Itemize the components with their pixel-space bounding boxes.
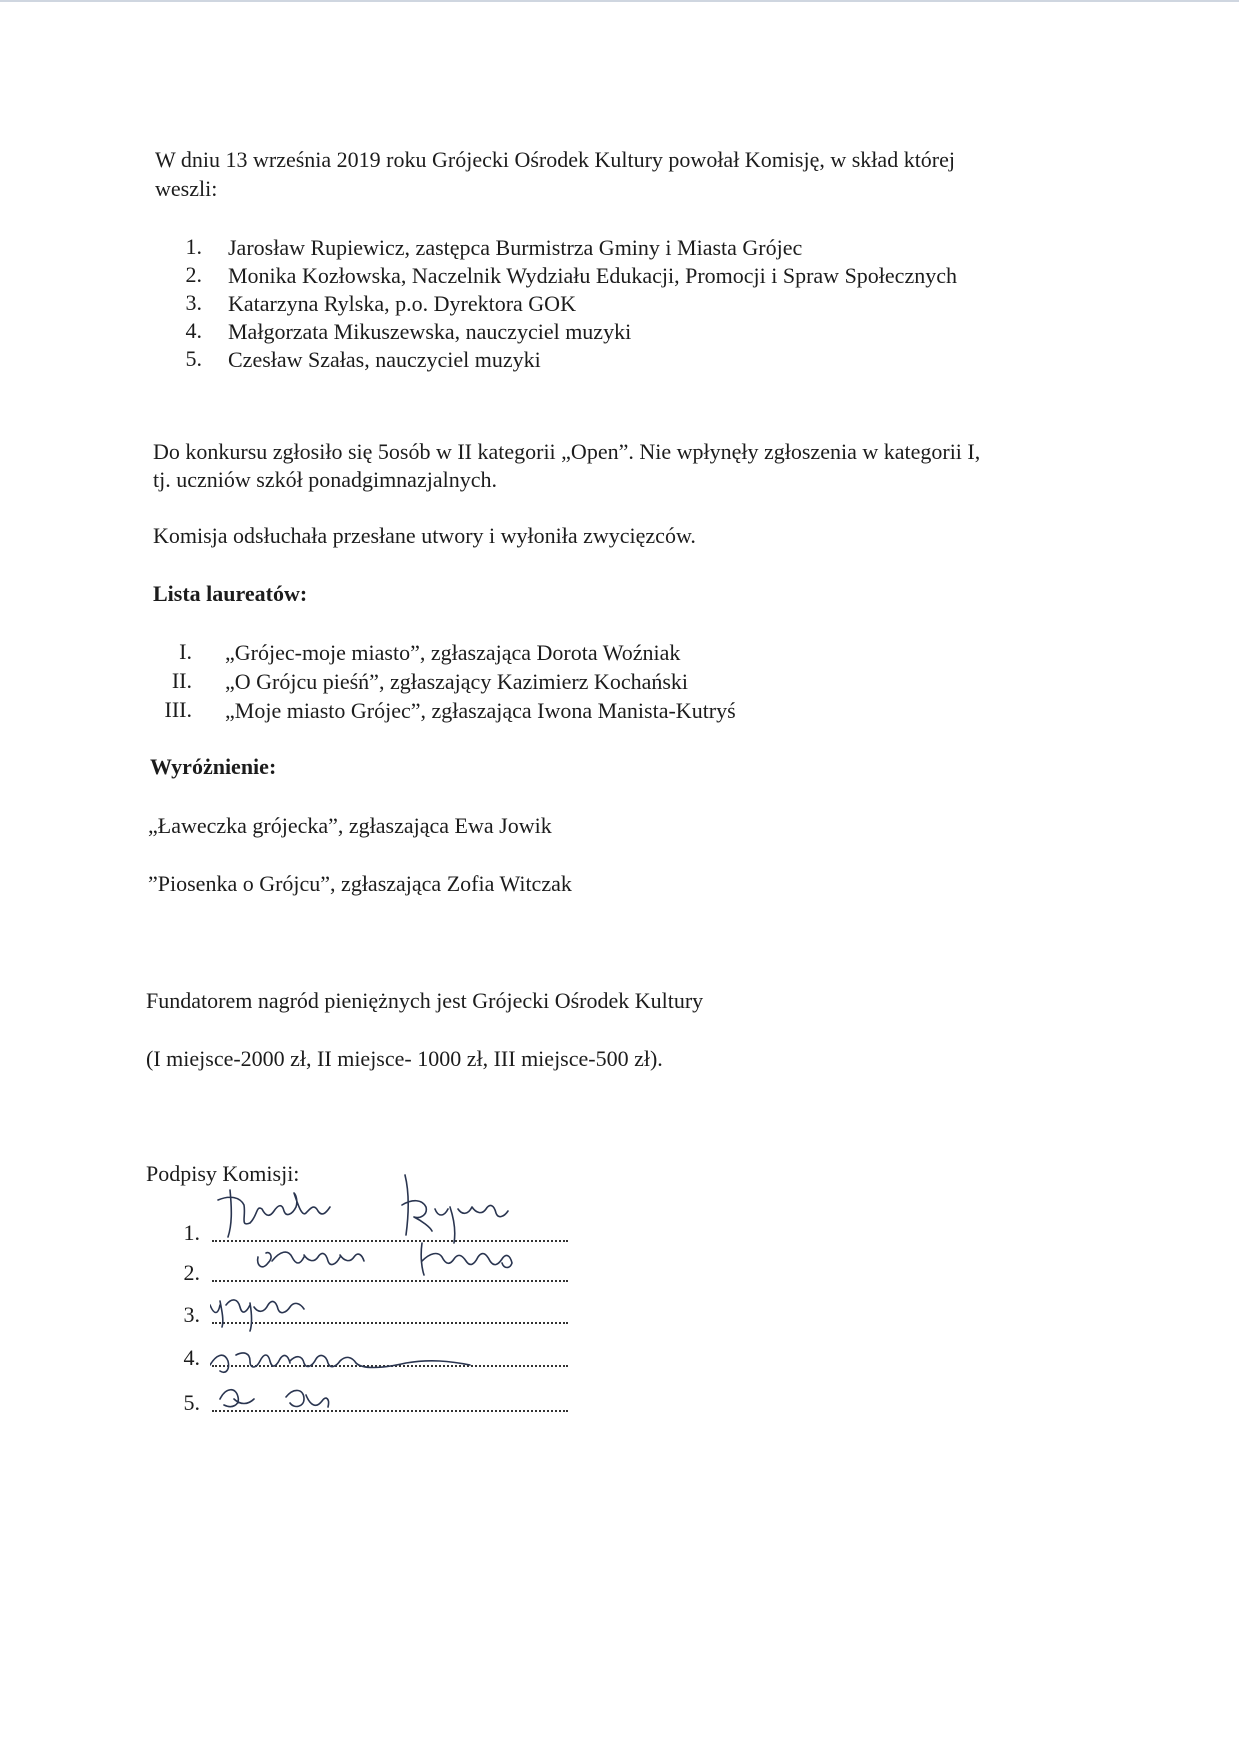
honorable-entry: „Ławeczka grójecka”, zgłaszająca Ewa Jowik — [148, 813, 552, 838]
laureate-number: III. — [164, 697, 192, 722]
signature-line — [212, 1365, 568, 1367]
signature-line — [212, 1280, 568, 1282]
laureate-entry: „Moje miasto Grójec”, zgłaszająca Iwona Manista-Kutryś — [225, 698, 736, 723]
handwritten-signatures — [210, 1165, 570, 1425]
listened-paragraph: Komisja odsłuchała przesłane utwory i wyłoniła zwycięzców. — [153, 523, 696, 548]
laureate-entry: „O Grójcu pieśń”, zgłaszający Kazimierz Kochański — [225, 669, 689, 694]
prizes-paragraph: (I miejsce-2000 zł, II miejsce- 1000 zł, III miejsce-500 zł). — [146, 1046, 663, 1071]
commission-number: 1. — [185, 234, 202, 259]
commission-member: Małgorzata Mikuszewska, nauczyciel muzyki — [228, 319, 632, 344]
signature-line — [212, 1240, 568, 1242]
commission-member: Katarzyna Rylska, p.o. Dyrektora GOK — [228, 291, 576, 316]
commission-number: 2. — [185, 262, 202, 287]
laureates-heading: Lista laureatów: — [153, 581, 308, 606]
laureate-number: I. — [179, 639, 192, 664]
funder-paragraph: Fundatorem nagród pieniężnych jest Grójecki Ośrodek Kultury — [146, 988, 704, 1013]
signature-line — [212, 1322, 568, 1324]
commission-member: Monika Kozłowska, Naczelnik Wydziału Edukacji, Promocji i Spraw Społecznych — [228, 263, 957, 288]
signature-number: 5. — [183, 1390, 200, 1415]
signature-number: 3. — [183, 1302, 200, 1327]
intro-line-2: weszli: — [155, 176, 218, 201]
intro-line-1: W dniu 13 września 2019 roku Grójecki Ośrodek Kultury powołał Komisję, w skład której — [155, 147, 956, 172]
commission-member: Jarosław Rupiewicz, zastępca Burmistrza Gminy i Miasta Grójec — [228, 235, 803, 260]
commission-member: Czesław Szałas, nauczyciel muzyki — [228, 347, 541, 372]
signature-number: 4. — [183, 1345, 200, 1370]
honorable-heading: Wyróżnienie: — [150, 754, 277, 779]
signatures-heading: Podpisy Komisji: — [146, 1161, 300, 1186]
commission-number: 4. — [185, 318, 202, 343]
laureate-entry: „Grójec-moje miasto”, zgłaszająca Dorota Woźniak — [225, 640, 681, 665]
scan-edge — [0, 0, 1239, 2]
honorable-entry: ”Piosenka o Grójcu”, zgłaszająca Zofia Witczak — [148, 871, 572, 896]
entries-line-2: tj. uczniów szkół ponadgimnazjalnych. — [153, 467, 497, 492]
laureate-number: II. — [171, 668, 192, 693]
signature-number: 1. — [183, 1220, 200, 1245]
commission-number: 5. — [185, 346, 202, 371]
signature-number: 2. — [183, 1260, 200, 1285]
commission-number: 3. — [185, 290, 202, 315]
signature-line — [212, 1410, 568, 1412]
entries-line-1: Do konkursu zgłosiło się 5osób w II kategorii „Open”. Nie wpłynęły zgłoszenia w kategorii I, — [153, 439, 981, 464]
